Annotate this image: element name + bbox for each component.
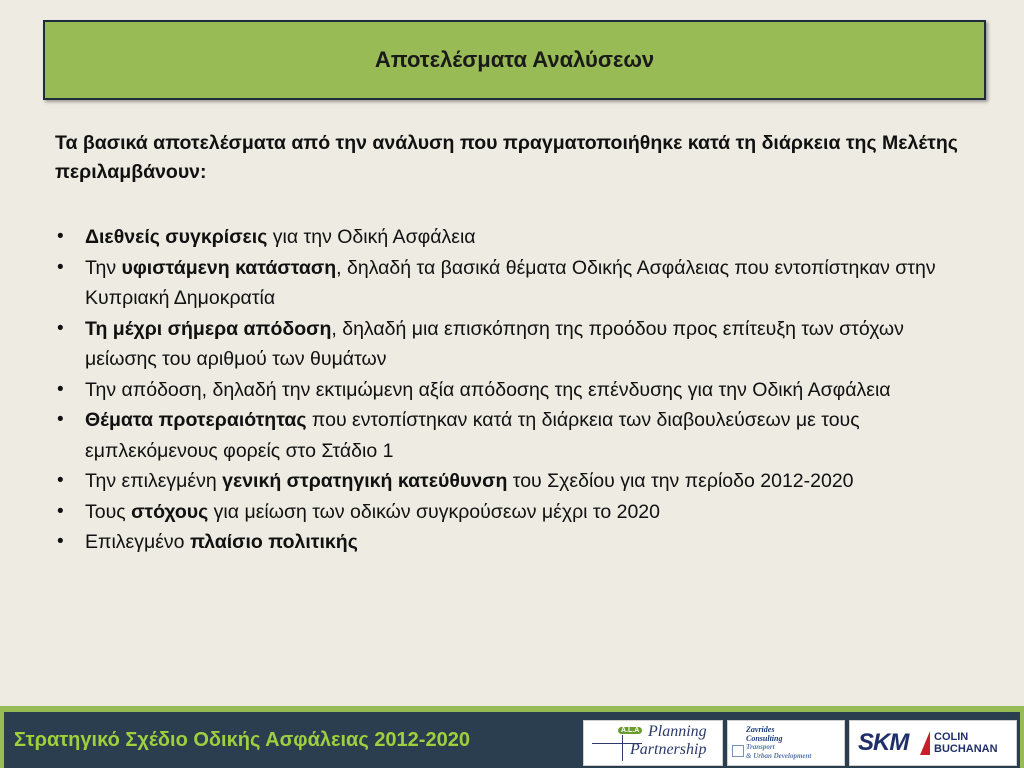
- logo-line: [622, 735, 623, 761]
- bullet-item: [55, 375, 975, 406]
- bullet-text: για μείωση των οδικών συγκρούσεων μέχρι το 2020: [208, 500, 660, 523]
- bullet-icon: •: [57, 256, 64, 278]
- bullet-icon: •: [57, 531, 64, 552]
- bullet-bold-text: Διεθνείς συγκρίσεις: [85, 226, 268, 248]
- bullet-text: Την: [85, 256, 122, 279]
- skm-text: SKM: [858, 729, 909, 756]
- ala-badge: A.L.A: [618, 727, 642, 734]
- bullet-text: που εντοπίστηκαν κατά τη διάρκεια των διαβουλεύσεων με τους εμπλεκόμενους φορείς στο Στάδιο 1: [85, 409, 860, 462]
- bullet-item: [55, 314, 975, 375]
- zavrides-urban: & Urban Development: [746, 752, 812, 760]
- bullet-text: Επιλεγμένο: [85, 531, 190, 553]
- skm-colin-buchanan-logo: [849, 720, 1017, 766]
- bullet-item: [55, 497, 975, 528]
- bullet-bold-text: Τη μέχρι σήμερα απόδοση: [85, 317, 332, 340]
- bullet-item: [55, 466, 975, 497]
- zavrides-transport: Transport: [746, 743, 775, 751]
- title-banner: [43, 20, 986, 100]
- bullet-icon: •: [57, 409, 64, 430]
- bullet-list: [55, 222, 975, 558]
- logo-mark-icon: [732, 745, 744, 757]
- bullet-text: του Σχεδίου για την περίοδο 2012-2020: [507, 470, 854, 492]
- logo-partnership-text: Partnership: [630, 741, 707, 758]
- bullet-bold-text: στόχους: [131, 500, 209, 523]
- bullet-item: [55, 527, 975, 558]
- bullet-bold-text: πλαίσιο πολιτικής: [189, 531, 358, 553]
- bullet-icon: •: [57, 226, 64, 247]
- colin-buchanan-text: [934, 731, 998, 755]
- zavrides-consulting: Consulting: [746, 734, 783, 743]
- zavrides-text: [746, 725, 811, 761]
- skm-triangle-icon: [920, 731, 930, 755]
- bullet-bold-text: γενική στρατηγική κατεύθυνση: [222, 470, 508, 492]
- ala-planning-partnership-logo: [583, 720, 723, 766]
- zavrides-name: Zavrides: [746, 725, 775, 734]
- footer: [0, 706, 1024, 768]
- bullet-item: [55, 405, 975, 466]
- bullet-text: Την επιλεγμένη: [85, 470, 223, 492]
- intro-text: Τα βασικά αποτελέσματα από την ανάλυση που πραγματοποιήθηκε κατά τη διάρκεια της Μελέτης περιλαμβάνουν:: [55, 132, 958, 183]
- page-title: Αποτελέσματα Αναλύσεων: [374, 47, 655, 72]
- footer-title: Στρατηγικό Σχέδιο Οδικής Ασφάλειας 2012-2020: [14, 729, 470, 751]
- colin-text: COLIN: [934, 731, 969, 743]
- bullet-icon: •: [57, 500, 64, 522]
- bullet-text: για την Οδική Ασφάλεια: [267, 226, 476, 248]
- bullet-item: [55, 222, 975, 253]
- logo-planning-text: Planning: [648, 723, 707, 740]
- bullet-text: , δηλαδή μια επισκόπηση της προόδου προς επίτευξη των στόχων μείωσης του αριθμού των θυμάτων: [85, 317, 904, 370]
- bullet-icon: •: [57, 378, 64, 400]
- bullet-icon: •: [57, 470, 64, 491]
- bullet-item: [55, 253, 975, 314]
- bullet-text: Τους: [85, 500, 132, 523]
- bullet-bold-text: υφιστάμενη κατάσταση: [121, 256, 337, 279]
- bullet-text: Την απόδοση, δηλαδή την εκτιμώμενη αξία απόδοσης της επένδυσης για την Οδική Ασφάλεια: [85, 378, 891, 401]
- buchanan-text: BUCHANAN: [934, 743, 998, 755]
- bullet-text: , δηλαδή τα βασικά θέματα Οδικής Ασφάλειας που εντοπίστηκαν στην Κυπριακή Δημοκρατία: [85, 256, 936, 309]
- bullet-icon: •: [57, 317, 64, 339]
- zavrides-consulting-logo: [727, 720, 845, 766]
- footer-band: [4, 712, 1020, 768]
- bullet-bold-text: Θέματα προτεραιότητας: [85, 409, 307, 431]
